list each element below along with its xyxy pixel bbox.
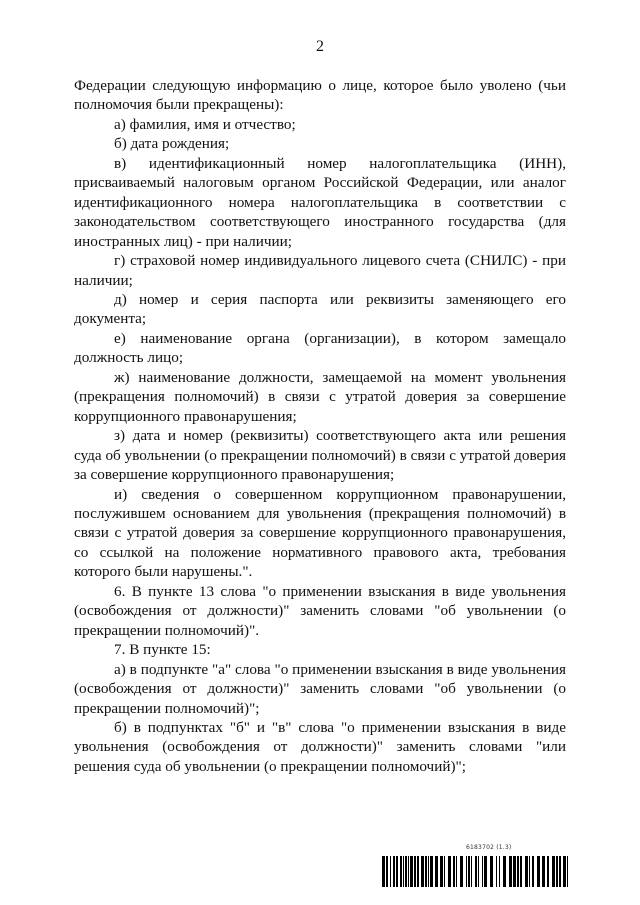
barcode-bar <box>417 856 419 887</box>
paragraph-point-6: 6. В пункте 13 слова "о применении взыскания в виде увольнения (освобождения от должности)" заменить словами "об увольнении (о прекращении полномочий)". <box>74 582 566 639</box>
barcode-label: 6183702 (1.3) <box>466 844 512 851</box>
paragraph-intro: Федерации следующую информацию о лице, которое было уволено (чьи полномочия были прекращены): <box>74 77 566 114</box>
document-body <box>74 76 566 776</box>
paragraph-item-d: д) номер и серия паспорта или реквизиты заменяющего его документа; <box>74 290 566 328</box>
barcode-bar <box>559 856 561 887</box>
barcode-bar <box>471 856 472 887</box>
barcode-bar <box>490 856 493 887</box>
barcode-bar <box>448 856 451 887</box>
barcode-bar <box>425 856 427 887</box>
barcode-bar <box>414 856 416 887</box>
barcode-bar <box>513 856 516 887</box>
barcode-bar <box>482 856 483 887</box>
barcode-bar <box>400 856 402 887</box>
paragraph-item-v: в) идентификационный номер налогоплательщика (ИНН), присваиваемый налоговым органом Российской Федерации, или аналог идентификационного номера налогоплательщика в соответствии с законодательством соответствующего иностранного государства (для иностранных лиц) - при наличии; <box>74 154 566 250</box>
paragraph-item-i: и) сведения о совершенном коррупционном правонарушении, послужившем основанием для увольнения (прекращения полномочий) в связи с утратой доверия за совершение коррупционного правонарушения, со ссылкой на положение нормативного правового акта, требования которого были нарушены.". <box>74 485 566 581</box>
paragraph-item-g: г) страховой номер индивидуального лицевого счета (СНИЛС) - при наличии; <box>74 252 566 289</box>
barcode-bar <box>382 856 385 887</box>
barcode-bar <box>520 856 522 887</box>
paragraph-point-7-a: а) в подпункте "а" слова "о применении взыскания в виде увольнения (освобождения от должности)" заменить словами "об увольнении (о прекращении полномочий)"; <box>74 660 566 717</box>
barcode-bar <box>484 856 487 887</box>
page-number: 2 <box>316 38 324 55</box>
barcode-bar <box>475 856 477 887</box>
barcode-bar <box>466 856 467 887</box>
barcode-bar <box>403 856 404 887</box>
barcode-bar <box>547 856 549 887</box>
barcode-bar <box>525 856 528 887</box>
barcode-bar <box>537 856 540 887</box>
barcode-bar <box>440 856 443 887</box>
barcode-bar <box>453 856 455 887</box>
barcode-bar <box>552 856 555 887</box>
barcode-bar <box>478 856 479 887</box>
barcode-bar <box>405 856 407 887</box>
paragraph-item-zh: ж) наименование должности, замещаемой на момент увольнения (прекращения полномочий) в связи с утратой доверия за совершение коррупционного правонарушения; <box>74 368 566 425</box>
barcode-bar <box>542 856 545 887</box>
paragraph-item-b: б) дата рождения; <box>114 135 230 153</box>
barcode-bar <box>517 856 519 887</box>
paragraph-point-7: 7. В пункте 15: <box>114 641 211 659</box>
barcode-bar <box>503 856 506 887</box>
barcode-bar <box>396 856 398 887</box>
barcode-bar <box>563 856 566 887</box>
paragraph-item-z: з) дата и номер (реквизиты) соответствующего акта или решения суда об увольнении (о прекращении полномочий) в связи с утратой доверия за совершение коррупционного правонарушения; <box>74 427 566 484</box>
barcode-bar <box>393 856 395 887</box>
barcode-bar <box>556 856 558 887</box>
barcode-bar <box>435 856 438 887</box>
barcode-bar <box>532 856 534 887</box>
barcode-bar <box>496 856 497 887</box>
paragraph-point-7-b: б) в подпунктах "б" и "в" слова "о применении взыскания в виде увольнения (освобождения от должности)" заменить словами "или решения суда об увольнении (о прекращении полномочий)"; <box>74 718 566 775</box>
barcode-bar <box>430 856 433 887</box>
barcode-bar <box>499 856 500 887</box>
barcode-bar <box>428 856 429 887</box>
barcode-block <box>382 844 568 892</box>
barcode-bar <box>468 856 470 887</box>
barcode-bar <box>386 856 388 887</box>
barcode-image <box>382 856 568 887</box>
barcode-bar <box>410 856 413 887</box>
paragraph-item-a: а) фамилия, имя и отчество; <box>114 115 296 133</box>
barcode-bar <box>421 856 424 887</box>
barcode-bar <box>408 856 409 887</box>
barcode-bar <box>460 856 463 887</box>
barcode-bar <box>529 856 530 887</box>
barcode-bar <box>390 856 391 887</box>
barcode-bar <box>444 856 445 887</box>
barcode-bar <box>567 856 568 887</box>
barcode-bar <box>456 856 457 887</box>
barcode-bar <box>509 856 512 887</box>
paragraph-item-e: е) наименование органа (организации), в котором замещало должность лицо; <box>74 329 566 367</box>
